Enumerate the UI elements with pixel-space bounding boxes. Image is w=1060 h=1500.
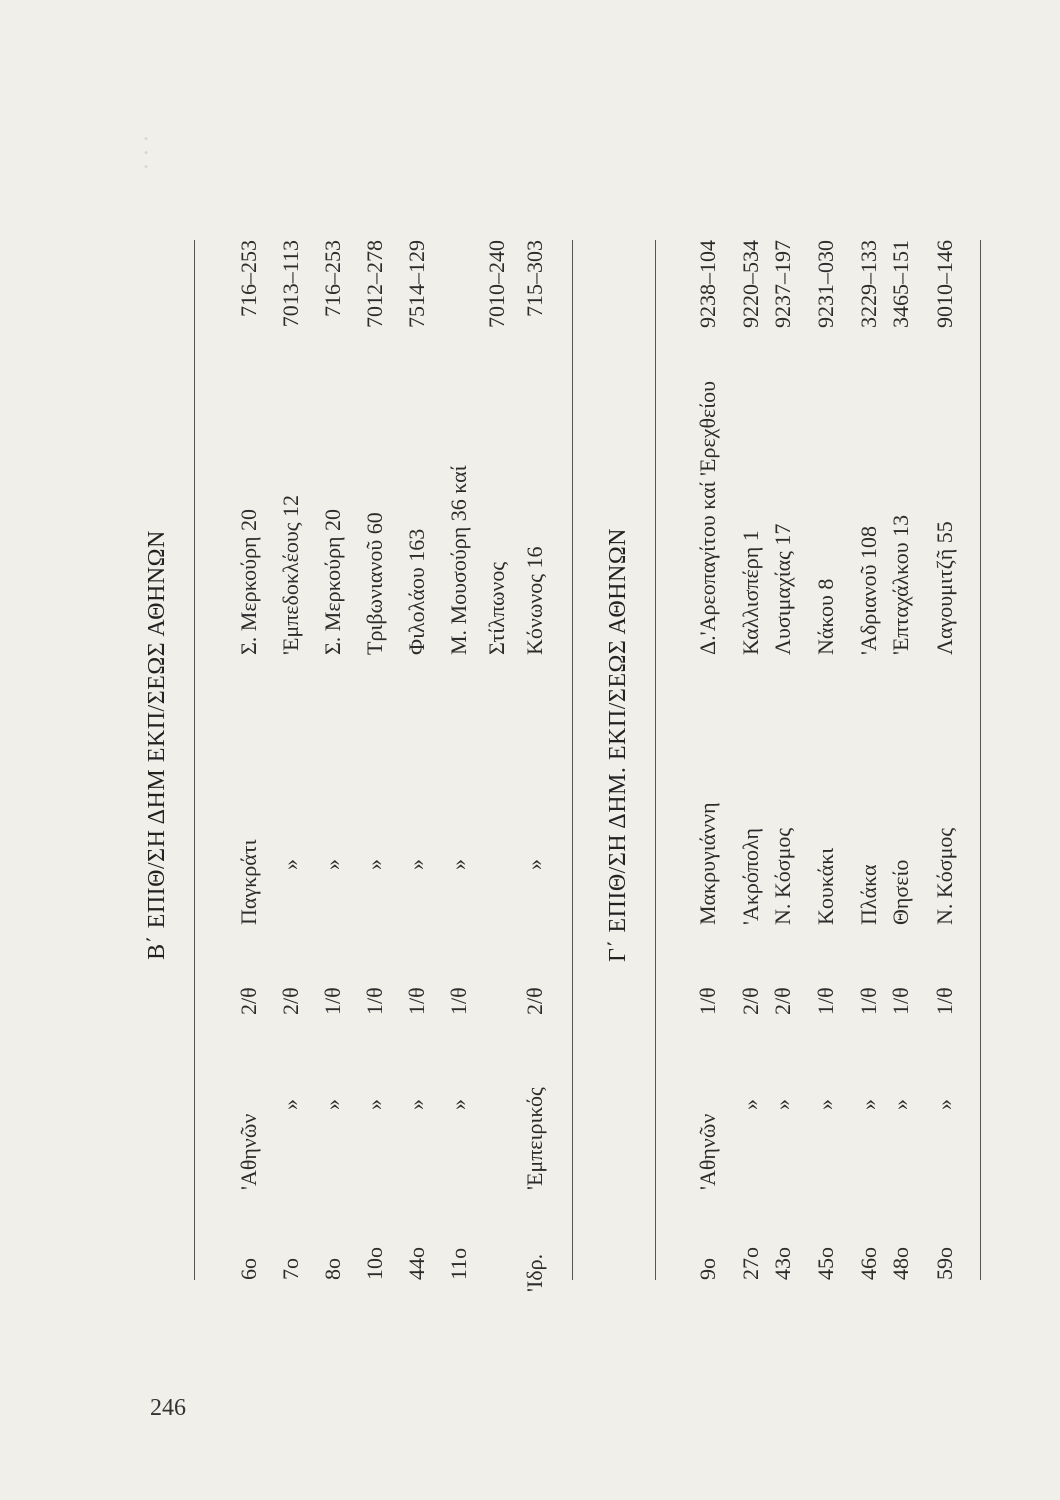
table-row — [695, 100, 725, 1390]
show-through-texture: · · · — [134, 135, 160, 170]
table-row — [932, 100, 962, 1390]
page-number: 246 — [150, 1395, 186, 1421]
district: » — [770, 1099, 795, 1110]
address: Δ.'Αρεοπαγίτου καί 'Ερεχθείου — [695, 380, 720, 655]
address: Νάκου 8 — [813, 578, 838, 655]
table-row — [278, 100, 308, 1390]
phone: 716–253 — [320, 240, 345, 317]
school-number: 59ο — [932, 1247, 957, 1280]
neighborhood: Πλάκα — [856, 864, 881, 925]
district: 'Αθηνῶν — [695, 1113, 720, 1190]
school-number: 'Ιδρ. — [522, 1253, 547, 1292]
school-number: 6ο — [236, 1258, 261, 1280]
neighborhood: » — [446, 859, 471, 870]
neighborhood: Θησείο — [888, 859, 913, 925]
phone: 9231–030 — [813, 240, 838, 328]
shift-type: 1/θ — [813, 987, 838, 1015]
phone: 7013–113 — [278, 240, 303, 328]
neighborhood: Ν. Κόσμος — [770, 827, 795, 925]
school-number: 44ο — [404, 1247, 429, 1280]
neighborhood: » — [404, 859, 429, 870]
school-number: 11ο — [446, 1247, 471, 1280]
address: 'Εμπεδοκλέους 12 — [278, 494, 303, 655]
shift-type: 2/θ — [522, 987, 547, 1015]
table-row — [236, 100, 266, 1390]
neighborhood: Κουκάκι — [813, 847, 838, 925]
table-row — [362, 100, 392, 1390]
district: » — [813, 1099, 838, 1110]
rotated-page-content — [100, 100, 1000, 1390]
address: Λυσιμαχίας 17 — [770, 523, 795, 655]
neighborhood: Παγκράτι — [236, 839, 261, 925]
school-number: 46ο — [856, 1247, 881, 1280]
address: 'Αδριανοῦ 108 — [856, 526, 881, 655]
phone: 9238–104 — [695, 240, 720, 328]
neighborhood: 'Ακρόπολη — [738, 827, 763, 925]
section-divider — [572, 240, 573, 1280]
table-row — [888, 100, 918, 1390]
table-row — [770, 100, 800, 1390]
address: Λαγουμιτζῆ 55 — [932, 521, 957, 655]
table-row — [738, 100, 768, 1390]
table-row — [522, 100, 552, 1390]
phone: 9237–197 — [770, 240, 795, 328]
district: » — [888, 1099, 913, 1110]
school-number: 45ο — [813, 1247, 838, 1280]
neighborhood: » — [522, 859, 547, 870]
shift-type: 1/θ — [856, 987, 881, 1015]
phone: 7514–129 — [404, 240, 429, 328]
phone: 9220–534 — [738, 240, 763, 328]
table-row — [484, 100, 514, 1390]
section-divider — [980, 240, 981, 1280]
district: » — [362, 1099, 387, 1110]
shift-type: 1/θ — [320, 987, 345, 1015]
phone: 9010–146 — [932, 240, 957, 328]
neighborhood: Μακρυγιάννη — [695, 802, 720, 925]
school-number: 48ο — [888, 1247, 913, 1280]
district: 'Αθηνῶν — [236, 1113, 261, 1190]
district: » — [856, 1099, 881, 1110]
district: » — [932, 1099, 957, 1110]
shift-type: 2/θ — [770, 987, 795, 1015]
district: 'Εμπειρικός — [522, 1087, 547, 1190]
phone: 7012–278 — [362, 240, 387, 328]
school-number: 8ο — [320, 1258, 345, 1280]
school-number: 9ο — [695, 1258, 720, 1280]
district: » — [738, 1099, 763, 1110]
section-divider — [655, 240, 656, 1280]
address: Σ. Μερκούρη 20 — [236, 508, 261, 655]
shift-type: 1/θ — [932, 987, 957, 1015]
phone: 3465–151 — [888, 240, 913, 328]
address: Μ. Μουσούρη 36 καί — [446, 465, 471, 655]
address: Σ. Μερκούρη 20 — [320, 508, 345, 655]
district: » — [278, 1099, 303, 1110]
table-row — [856, 100, 886, 1390]
table-row — [404, 100, 434, 1390]
shift-type: 1/θ — [362, 987, 387, 1015]
address: Τριβωνιανοῦ 60 — [362, 512, 387, 655]
district: » — [446, 1099, 471, 1110]
district: » — [404, 1099, 429, 1110]
address: Καλλισπέρη 1 — [738, 530, 763, 655]
school-number: 10ο — [362, 1247, 387, 1280]
address: Φιλολάου 163 — [404, 528, 429, 655]
shift-type: 2/θ — [236, 987, 261, 1015]
address: Στίλπωνος — [484, 561, 509, 655]
shift-type: 1/θ — [404, 987, 429, 1015]
neighborhood: » — [320, 859, 345, 870]
school-number: 43ο — [770, 1247, 795, 1280]
neighborhood: » — [362, 859, 387, 870]
neighborhood: Ν. Κόσμος — [932, 827, 957, 925]
neighborhood: » — [278, 859, 303, 870]
phone: 7010–240 — [484, 240, 509, 328]
address: 'Επταχάλκου 13 — [888, 514, 913, 655]
district: » — [320, 1099, 345, 1110]
phone: 715–303 — [522, 240, 547, 317]
shift-type: 1/θ — [888, 987, 913, 1015]
school-number: 7ο — [278, 1258, 303, 1280]
phone: 716–253 — [236, 240, 261, 317]
shift-type: 2/θ — [738, 987, 763, 1015]
table-row — [446, 100, 476, 1390]
shift-type: 1/θ — [446, 987, 471, 1015]
section-divider — [194, 240, 195, 1280]
shift-type: 1/θ — [695, 987, 720, 1015]
table-row — [320, 100, 350, 1390]
table-row — [813, 100, 843, 1390]
section-title: Β΄ ΕΠΙΘ/ΣΗ ΔΗΜ ΕΚΠ/ΣΕΩΣ ΑΘΗΝΩΝ — [144, 530, 170, 960]
phone: 3229–133 — [856, 240, 881, 328]
shift-type: 2/θ — [278, 987, 303, 1015]
school-number: 27ο — [738, 1247, 763, 1280]
address: Κόνωνος 16 — [522, 546, 547, 655]
section-title: Γ΄ ΕΠΙΘ/ΣΗ ΔΗΜ. ΕΚΠ/ΣΕΩΣ ΑΘΗΝΩΝ — [605, 527, 631, 963]
